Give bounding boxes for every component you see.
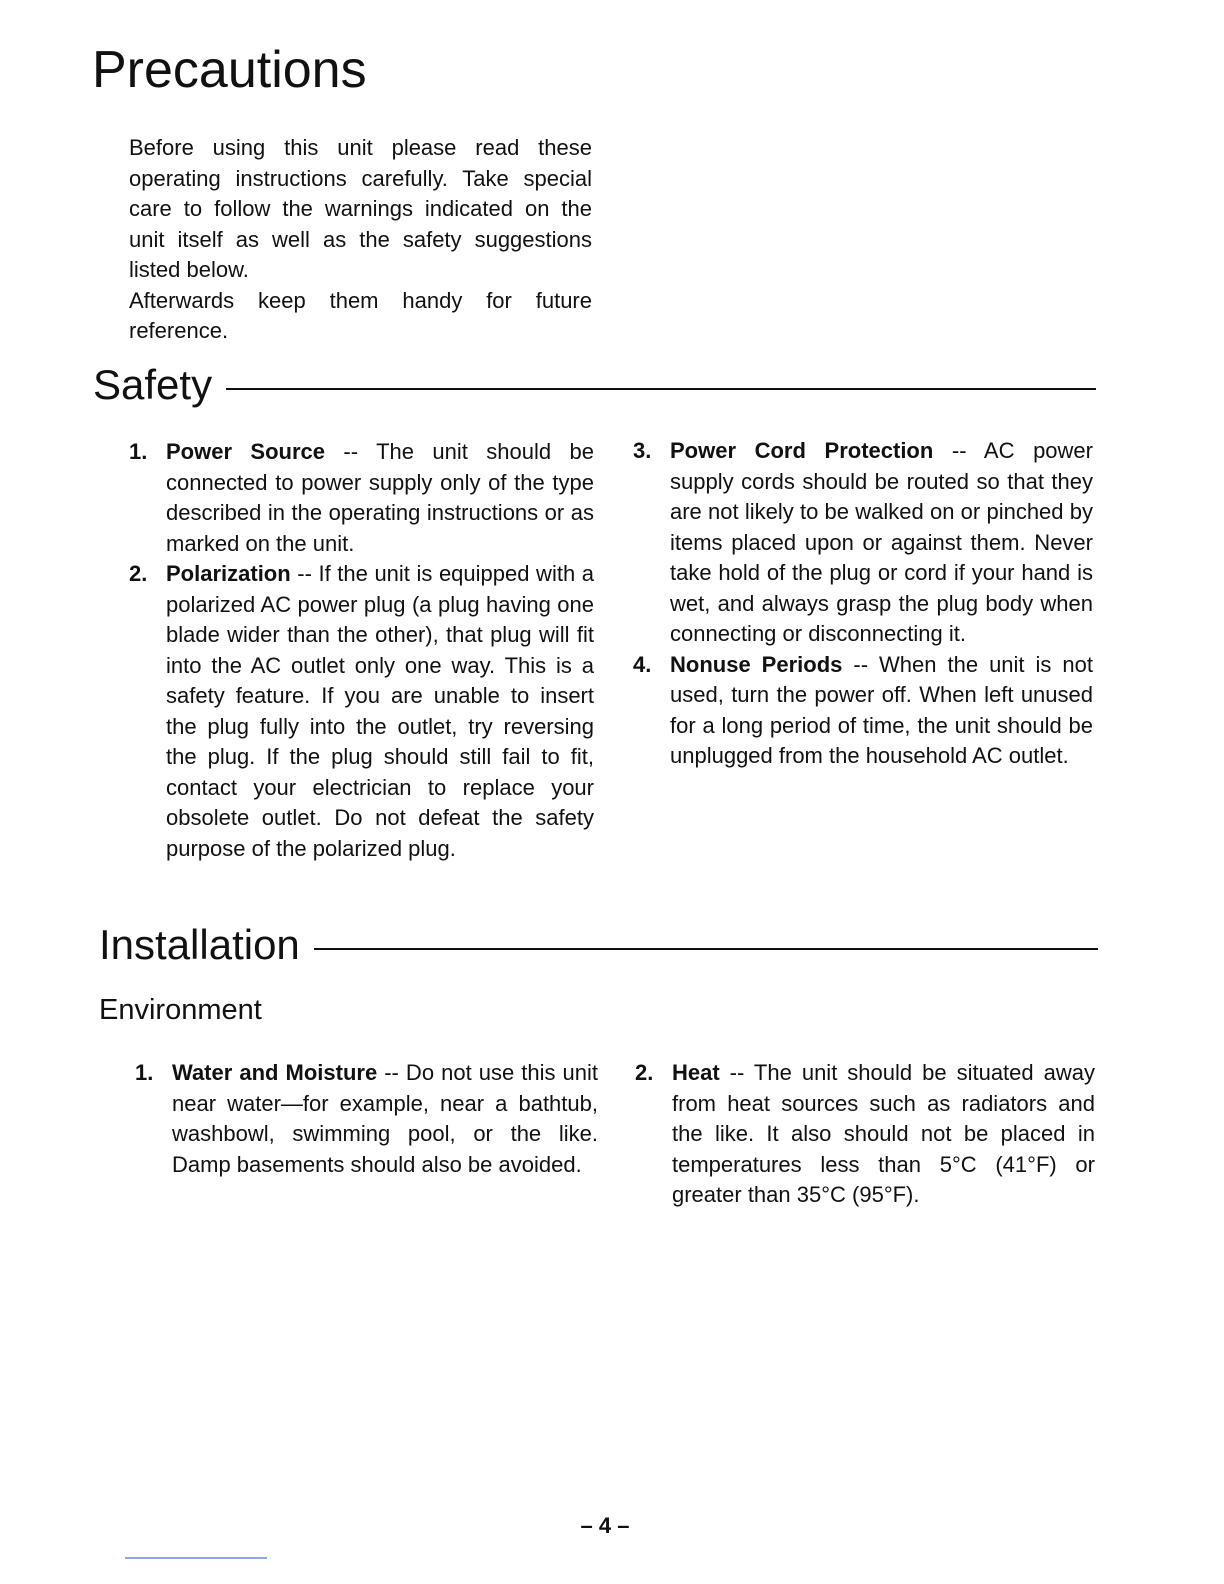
item-number: 3. xyxy=(633,438,652,463)
safety-heading-label: Safety xyxy=(93,361,213,408)
intro-paragraph: Afterwards keep them handy for future reference. xyxy=(129,287,592,343)
environment-list-right xyxy=(635,1058,1095,1211)
item-text: -- The unit should be connected to power supply only of the type described in the operating instructions or as marked on the unit. xyxy=(166,439,594,556)
installation-heading-label: Installation xyxy=(99,921,300,968)
item-text: -- The unit should be situated away from heat sources such as radiators and the like. It also should not be placed in temperatures less than 5°C (41°F) or greater than 35°C (95°F). xyxy=(672,1060,1095,1207)
item-term: Polarization xyxy=(166,561,291,586)
item-term: Power Source xyxy=(166,439,326,464)
footer-rule xyxy=(125,1557,267,1559)
item-number: 1. xyxy=(129,439,148,464)
item-number: 4. xyxy=(633,651,652,677)
safety-item-power-source xyxy=(129,437,594,559)
page-number: – 4 – xyxy=(580,1513,630,1538)
section-rule xyxy=(314,948,1098,950)
item-number: 1. xyxy=(135,1060,154,1085)
installation-heading xyxy=(99,920,1098,970)
environment-item-water-moisture xyxy=(135,1058,598,1180)
safety-item-nonuse-periods xyxy=(633,650,1093,772)
item-term: Nonuse Periods xyxy=(670,651,843,677)
safety-list-right xyxy=(633,436,1093,772)
environment-subheading: Environment xyxy=(99,994,262,1026)
safety-list-left xyxy=(129,437,594,864)
item-text: -- When the unit is not used, turn the power off. When left unused for a long period of time, the unit should be unplugged from the household AC outlet. xyxy=(670,651,1093,768)
page-title: Precautions xyxy=(92,41,367,99)
item-text: -- Do not use this unit near water—for example, near a bathtub, washbowl, swimming pool, or the like. Damp basements should also be avoided. xyxy=(172,1060,598,1177)
item-text: -- If the unit is equipped with a polarized AC power plug (a plug having one blade wider than the other), that plug will fit into the AC outlet only one way. This is a safety feature. If you are unable to insert the plug fully into the outlet, try reversing the plug. If the plug should still fail to fit, contact your electrician to replace your obsolete outlet. Do not defeat the safety purpose of the polarized plug. xyxy=(166,561,594,861)
safety-item-power-cord-protection xyxy=(633,436,1093,650)
section-rule xyxy=(226,388,1096,390)
intro-text xyxy=(129,133,592,347)
item-term: Power Cord Protection xyxy=(670,438,934,463)
item-number: 2. xyxy=(635,1060,654,1085)
environment-list-left xyxy=(135,1058,598,1180)
item-text: -- AC power supply cords should be routed so that they are not likely to be walked on or pinched by items placed upon or against them. Never take hold of the plug or cord if your hand is wet, and always grasp the plug body when connecting or disconnecting it. xyxy=(670,438,1093,646)
item-number: 2. xyxy=(129,561,148,586)
safety-item-polarization xyxy=(129,559,594,864)
environment-item-heat xyxy=(635,1058,1095,1211)
intro-paragraph: Before using this unit please read these operating instructions carefully. Take special care to follow the warnings indicated on the unit itself as well as the safety suggestions listed below. xyxy=(129,135,592,282)
item-term: Heat xyxy=(672,1060,720,1085)
item-term: Water and Moisture xyxy=(172,1060,378,1085)
safety-heading xyxy=(93,360,1096,410)
